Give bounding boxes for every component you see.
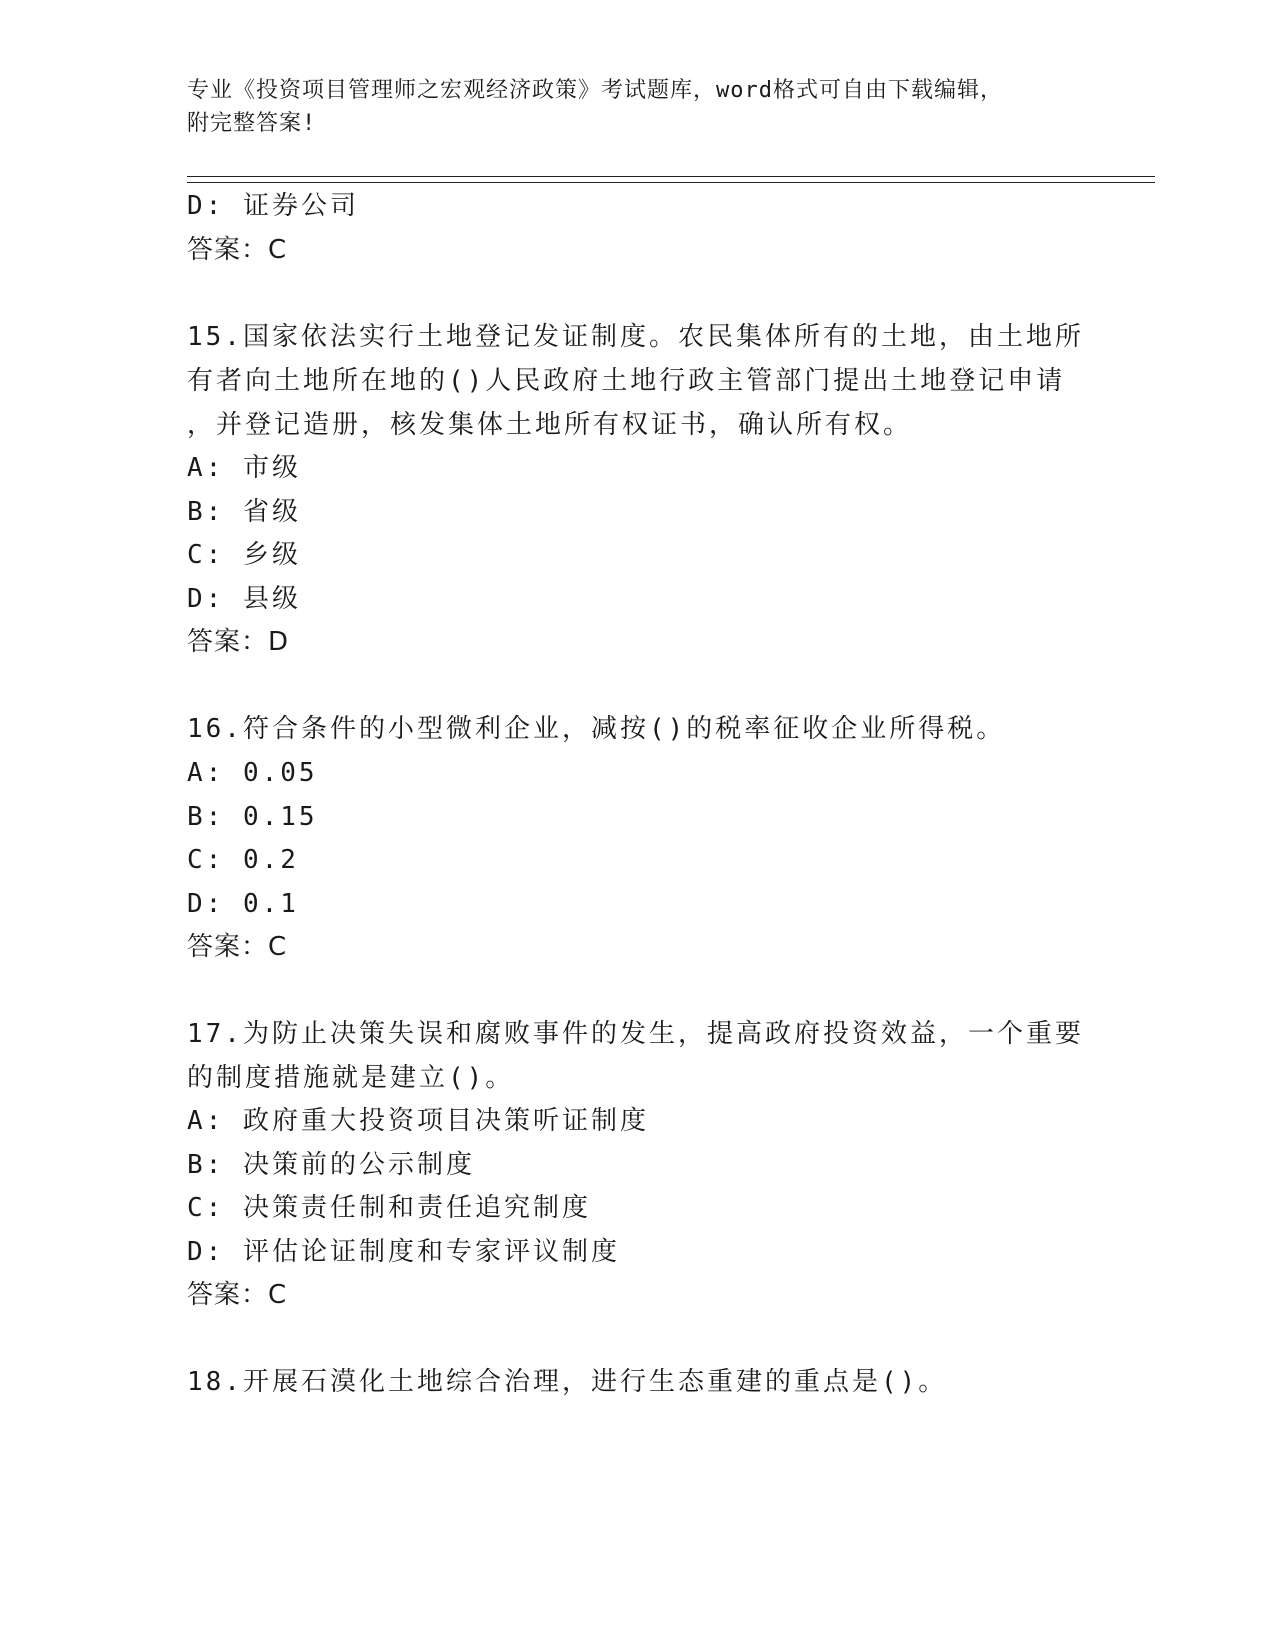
q14-option-d: D: 证券公司 — [187, 191, 359, 221]
q15-option-c: C: 乡级 — [187, 540, 301, 570]
q17-option-a: A: 政府重大投资项目决策听证制度 — [187, 1106, 649, 1136]
q17-stem-line-2: 的制度措施就是建立()。 — [187, 1063, 515, 1093]
q16-option-a: A: 0.05 — [187, 758, 318, 788]
q16-option-b: B: 0.15 — [187, 802, 318, 832]
q18-stem-line-1: 18.开展石漠化土地综合治理，进行生态重建的重点是()。 — [187, 1367, 948, 1397]
q15-stem-line-3: ，并登记造册，核发集体土地所有权证书，确认所有权。 — [187, 410, 913, 440]
document-header — [187, 74, 1087, 140]
q17-stem-line-1: 17.为防止决策失误和腐败事件的发生，提高政府投资效益，一个重要 — [187, 1019, 1084, 1049]
q15-option-d: D: 县级 — [187, 584, 301, 614]
q16-answer: 答案：C — [187, 932, 288, 962]
q15-answer: 答案：D — [187, 627, 290, 657]
q17-option-d: D: 评估论证制度和专家评议制度 — [187, 1237, 620, 1267]
q16-option-d: D: 0.1 — [187, 889, 299, 919]
q15-stem-line-1: 15.国家依法实行土地登记发证制度。农民集体所有的土地，由土地所 — [187, 322, 1084, 352]
q16-stem-line-1: 16.符合条件的小型微利企业，减按()的税率征收企业所得税。 — [187, 714, 1006, 744]
q17-option-b: B: 决策前的公示制度 — [187, 1150, 475, 1180]
header-line-2: 附完整答案! — [187, 111, 317, 136]
q15-stem-line-2: 有者向土地所在地的()人民政府土地行政主管部门提出土地登记申请 — [187, 366, 1066, 396]
header-divider-bottom — [187, 182, 1155, 183]
header-line-1: 专业《投资项目管理师之宏观经济政策》考试题库，word格式可自由下载编辑， — [187, 78, 1003, 103]
header-divider-top — [187, 176, 1155, 177]
q16-option-c: C: 0.2 — [187, 845, 299, 875]
q15-option-b: B: 省级 — [187, 497, 301, 527]
q15-option-a: A: 市级 — [187, 453, 301, 483]
q17-answer: 答案：C — [187, 1280, 288, 1310]
q17-option-c: C: 决策责任制和责任追究制度 — [187, 1193, 591, 1223]
q14-answer: 答案：C — [187, 235, 288, 265]
